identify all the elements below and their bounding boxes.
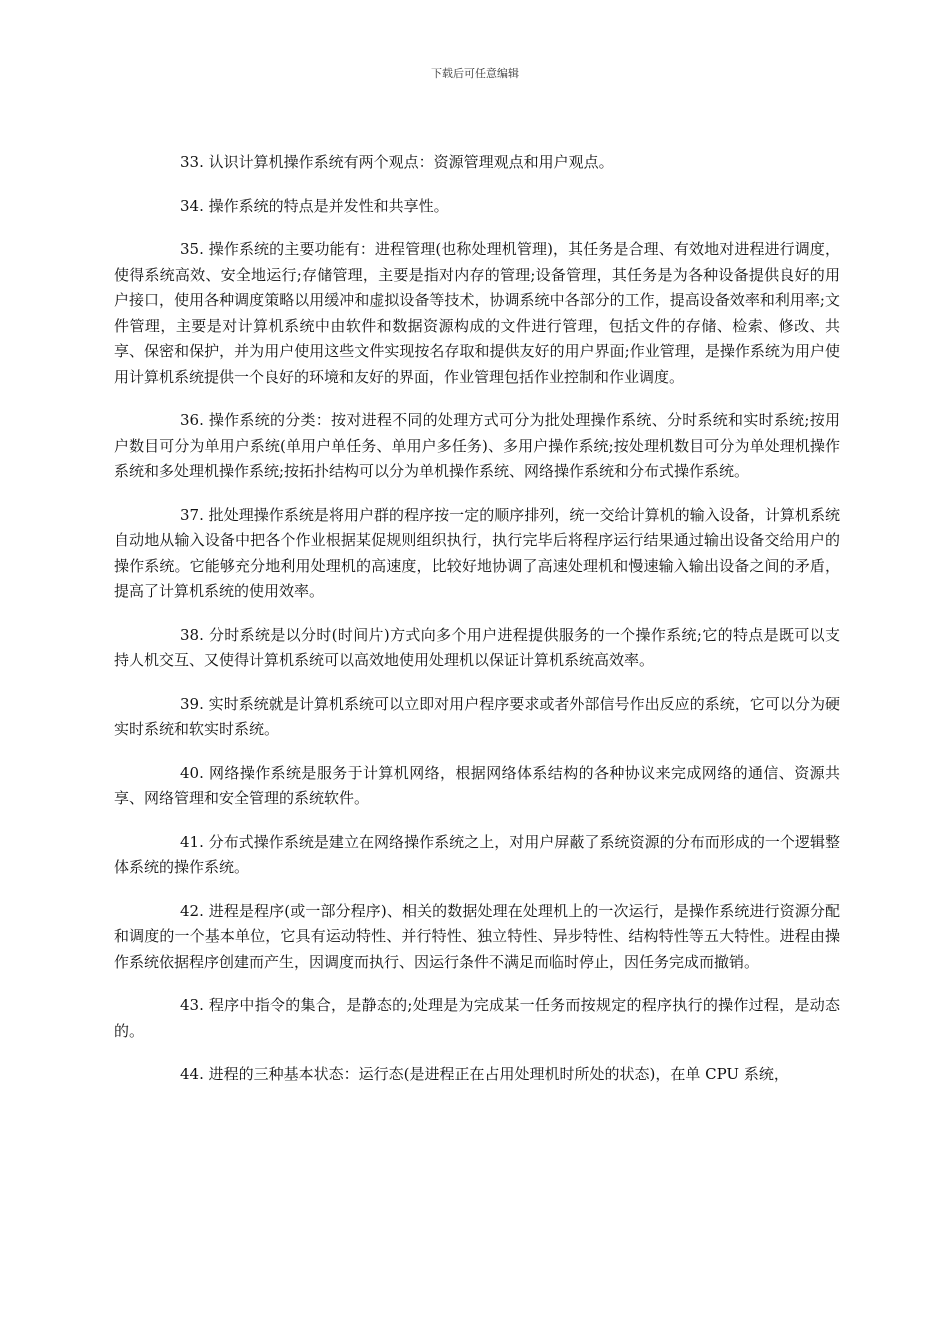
paragraph-36: 36. 操作系统的分类：按对进程不同的处理方式可分为批处理操作系统、分时系统和实时系统;按用户数目可分为单用户系统(单用户单任务、单用户多任务)、多用户操作系统;按处理机数目可分为单处理机操作系统和多处理机操作系统;按拓扑结构可以分为单机操作系统、网络操作系统和分布式操作系统。 xyxy=(114,411,840,480)
paragraph-35: 35. 操作系统的主要功能有：进程管理(也称处理机管理)，其任务是合理、有效地对进程进行调度，使得系统高效、安全地运行;存储管理，主要是指对内存的管理;设备管理，其任务是为各种设备提供良好的用户接口，使用各种调度策略以用缓冲和虚拟设备等技术，协调系统中各部分的工作，提高设备效率和利用率;文件管理，主要是对计算机系统中由软件和数据资源构成的文件进行管理，包括文件的存储、检索、修改、共享、保密和保护，并为用户使用这些文件实现按名存取和提供友好的用户界面;作业管理，是操作系统为用户使用计算机系统提供一个良好的环境和友好的界面，作业管理包括作业控制和作业调度。 xyxy=(114,240,840,386)
paragraph-37: 37. 批处理操作系统是将用户群的程序按一定的顺序排列，统一交给计算机的输入设备，计算机系统自动地从输入设备中把各个作业根据某促规则组织执行，执行完毕后将程序运行结果通过输出设备交给用户的操作系统。它能够充分地利用处理机的高速度，比较好地协调了高速处理机和慢速输入输出设备之间的矛盾，提高了计算机系统的使用效率。 xyxy=(114,505,840,600)
paragraph-34: 34. 操作系统的特点是并发性和共享性。 xyxy=(180,196,449,215)
paragraph-43: 43. 程序中指令的集合，是静态的;处理是为完成某一任务而按规定的程序执行的操作过程，是动态的。 xyxy=(114,996,840,1040)
paragraph-33: 33. 认识计算机操作系统有两个观点：资源管理观点和用户观点。 xyxy=(180,153,614,171)
document-body xyxy=(114,150,840,1106)
paragraph-39: 39. 实时系统就是计算机系统可以立即对用户程序要求或者外部信号作出反应的系统，它可以分为硬实时系统和软实时系统。 xyxy=(114,694,840,738)
paragraph-38: 38. 分时系统是以分时(时间片)方式向多个用户进程提供服务的一个操作系统;它的特点是既可以支持人机交互、又使得计算机系统可以高效地使用处理机以保证计算机系统高效率。 xyxy=(114,625,840,669)
page-header: 下载后可任意编辑 xyxy=(431,67,519,80)
paragraph-41: 41. 分布式操作系统是建立在网络操作系统之上，对用户屏蔽了系统资源的分布而形成的一个逻辑整体系统的操作系统。 xyxy=(114,832,840,876)
paragraph-40: 40. 网络操作系统是服务于计算机网络，根据网络体系结构的各种协议来完成网络的通信、资源共享、网络管理和安全管理的系统软件。 xyxy=(114,763,840,807)
paragraph-42: 42. 进程是程序(或一部分程序)、相关的数据处理在处理机上的一次运行，是操作系统进行资源分配和调度的一个基本单位，它具有运动特性、并行特性、独立特性、异步特性、结构特性等五大特性。进程由操作系统依据程序创建而产生，因调度而执行、因运行条件不满足而临时停止，因任务完成而撤销。 xyxy=(114,901,840,971)
paragraph-44: 44. 进程的三种基本状态：运行态(是进程正在占用处理机时所处的状态)，在单 CPU 系统， xyxy=(180,1065,789,1083)
